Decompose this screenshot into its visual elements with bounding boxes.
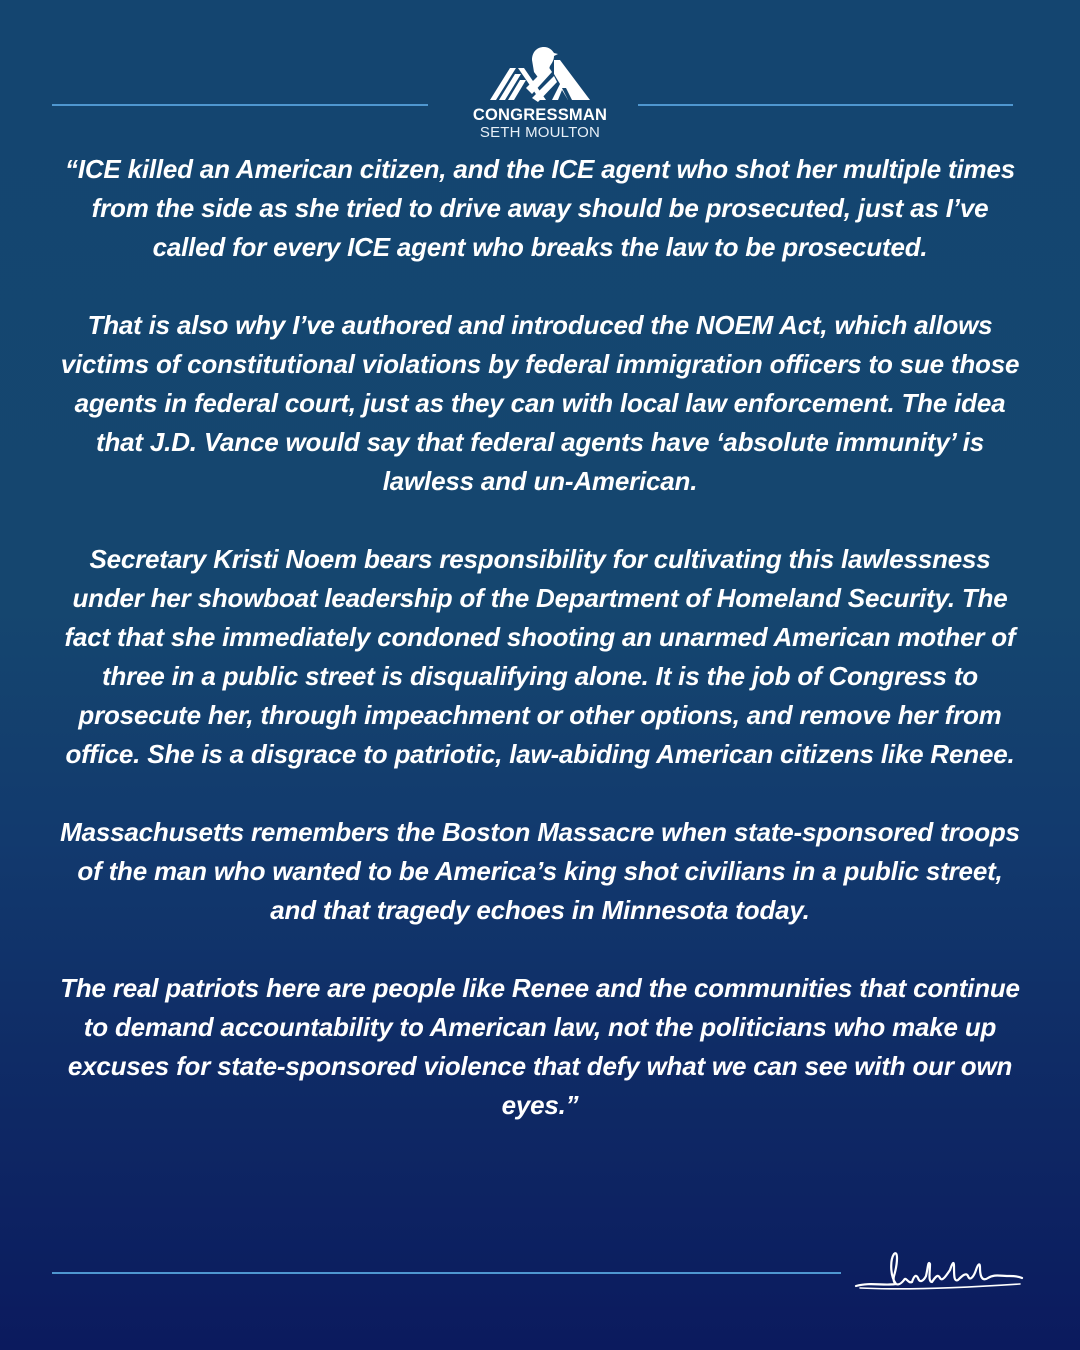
statement-paragraph: The real patriots here are people like Renee and the communities that continue to demand accountability to American law, not the politicians who make up excuses for state-sponsored violence that defy what we can see with our own eyes.”	[60, 973, 1020, 1120]
statement-body	[60, 150, 1020, 1125]
statement-paragraph: Massachusetts remembers the Boston Massacre when state-sponsored troops of the man who wanted to be America’s king shot civilians in a public street, and that tragedy echoes in Minnesota today.	[60, 817, 1020, 925]
eagle-mountain-logo-icon	[488, 44, 592, 102]
bottom-divider	[52, 1272, 841, 1274]
top-right-divider	[638, 104, 1013, 106]
handwritten-signature-icon	[850, 1246, 1030, 1296]
top-left-divider	[52, 104, 428, 106]
logo-title-congressman: CONGRESSMAN	[472, 106, 608, 124]
congressman-logo	[440, 44, 640, 142]
statement-paragraph: “ICE killed an American citizen, and the ICE agent who shot her multiple times from the side as she tried to drive away should be prosecuted, just as I’ve called for every ICE agent who breaks the law to be prosecuted.	[65, 154, 1015, 262]
statement-paragraph: That is also why I’ve authored and introduced the NOEM Act, which allows victims of constitutional violations by federal immigration officers to sue those agents in federal court, just as they can with local law enforcement. The idea that J.D. Vance would say that federal agents have ‘absolute immunity’ is lawless and un-American.	[60, 310, 1020, 496]
logo-title-name: SETH MOULTON	[479, 124, 601, 141]
statement-paragraph: Secretary Kristi Noem bears responsibility for cultivating this lawlessness under her showboat leadership of the Department of Homeland Security. The fact that she immediately condoned shooting an unarmed American mother of three in a public street is disqualifying alone. It is the job of Congress to prosecute her, through impeachment or other options, and remove her from office. She is a disgrace to patriotic, law-abiding American citizens like Renee.	[64, 544, 1016, 769]
